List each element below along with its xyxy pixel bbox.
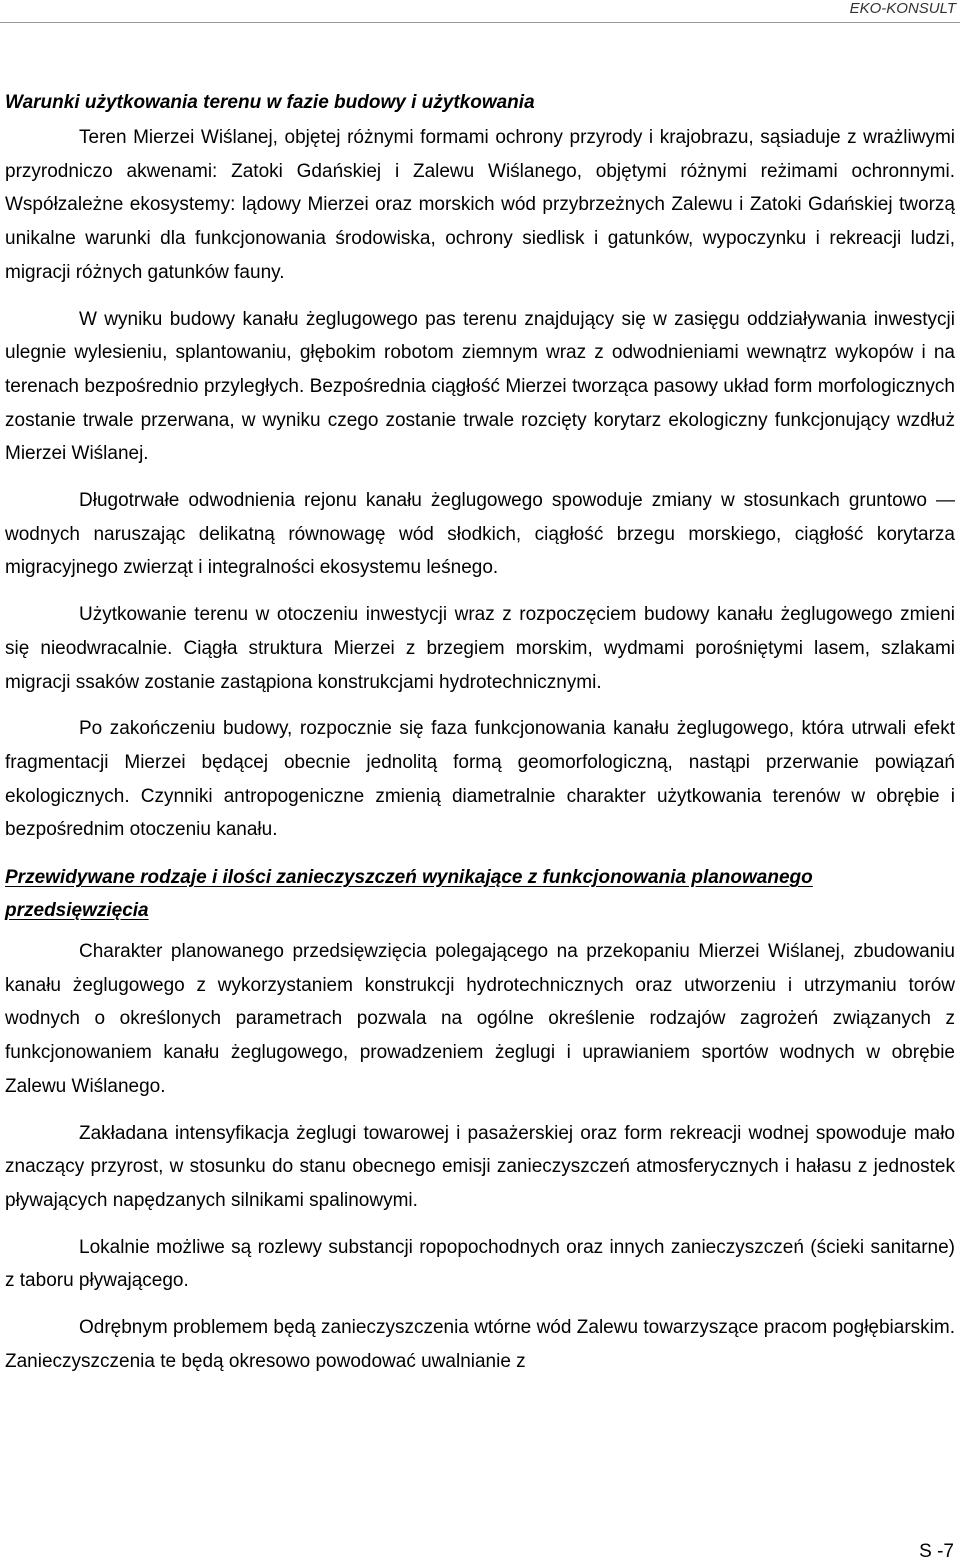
paragraph: Odrębnym problemem będą zanieczyszczenia wtórne wód Zalewu towarzyszące pracom pogłębiarskim. Zanieczyszczenia te będą okresowo powodować uwalnianie z xyxy=(5,1317,955,1372)
section-heading-pollution: Przewidywane rodzaje i ilości zanieczyszczeń wynikające z funkcjonowania planowanego przedsięwzięcia xyxy=(5,867,813,922)
document-body xyxy=(5,86,955,1392)
section-heading-land-use: Warunki użytkowania terenu w fazie budowy i użytkowania xyxy=(5,92,535,113)
page-number: S -7 xyxy=(919,1541,954,1562)
paragraph: Zakładana intensyfikacja żeglugi towarowej i pasażerskiej oraz form rekreacji wodnej spowoduje mało znaczący przyrost, w stosunku do stanu obecnego emisji zanieczyszczeń atmosferycznych i hałasu z jednostek pływających napędzanych silnikami spalinowymi. xyxy=(5,1122,955,1211)
paragraph: Teren Mierzei Wiślanej, objętej różnymi formami ochrony przyrody i krajobrazu, sąsiaduje z wrażliwymi przyrodniczo akwenami: Zatoki Gdańskiej i Zalewu Wiślanego, objętymi różnymi reżimami ochronnymi. Współzależne ekosystemy: lądowy Mierzei oraz morskich wód przybrzeżnych Zalewu i Zatoki Gdańskiej tworzą unikalne warunki dla funkcjonowania środowiska, ochrony siedlisk i gatunków, wypoczynku i rekreacji ludzi, migracji różnych gatunków fauny. xyxy=(5,127,955,283)
document-header-label: EKO-KONSULT xyxy=(849,0,956,17)
header-divider xyxy=(0,22,960,23)
paragraph: W wyniku budowy kanału żeglugowego pas terenu znajdujący się w zasięgu oddziaływania inwestycji ulegnie wylesieniu, splantowaniu, głębokim robotom ziemnym wraz z odwodnieniami wewnątrz wykopów i na terenach bezpośrednio przyległych. Bezpośrednia ciągłość Mierzei tworząca pasowy układ form morfologicznych zostanie trwale przerwana, w wyniku czego zostanie trwale rozcięty korytarz ekologiczny funkcjonujący wzdłuż Mierzei Wiślanej. xyxy=(5,308,955,465)
paragraph: Długotrwałe odwodnienia rejonu kanału żeglugowego spowoduje zmiany w stosunkach gruntowo — wodnych naruszając delikatną równowagę wód słodkich, ciągłość brzegu morskiego, ciągłość korytarza migracyjnego zwierząt i integralności ekosystemu leśnego. xyxy=(5,490,955,579)
paragraph: Po zakończeniu budowy, rozpocznie się faza funkcjonowania kanału żeglugowego, która utrwali efekt fragmentacji Mierzei będącej obecnie jednolitą formą geomorfologiczną, nastąpi przerwanie powiązań ekologicznych. Czynniki antropogeniczne zmienią diametralnie charakter użytkowania terenów w obrębie i bezpośrednim otoczeniu kanału. xyxy=(5,718,955,841)
paragraph: Użytkowanie terenu w otoczeniu inwestycji wraz z rozpoczęciem budowy kanału żeglugowego zmieni się nieodwracalnie. Ciągła struktura Mierzei z brzegiem morskim, wydmami porośniętymi lasem, szlakami migracji ssaków zostanie zastąpiona konstrukcjami hydrotechnicznymi. xyxy=(5,604,955,693)
paragraph: Lokalnie możliwe są rozlewy substancji ropopochodnych oraz innych zanieczyszczeń (ścieki sanitarne) z taboru pływającego. xyxy=(5,1236,955,1292)
paragraph: Charakter planowanego przedsięwzięcia polegającego na przekopaniu Mierzei Wiślanej, zbudowaniu kanału żeglugowego z wykorzystaniem konstrukcji hydrotechnicznych oraz utworzeniu i utrzymaniu torów wodnych o określonych parametrach pozwala na ogólne określenie rodzajów zagrożeń związanych z funkcjonowaniem kanału żeglugowego, prowadzeniem żeglugi i uprawianiem sportów wodnych w obrębie Zalewu Wiślanego. xyxy=(5,941,955,1097)
